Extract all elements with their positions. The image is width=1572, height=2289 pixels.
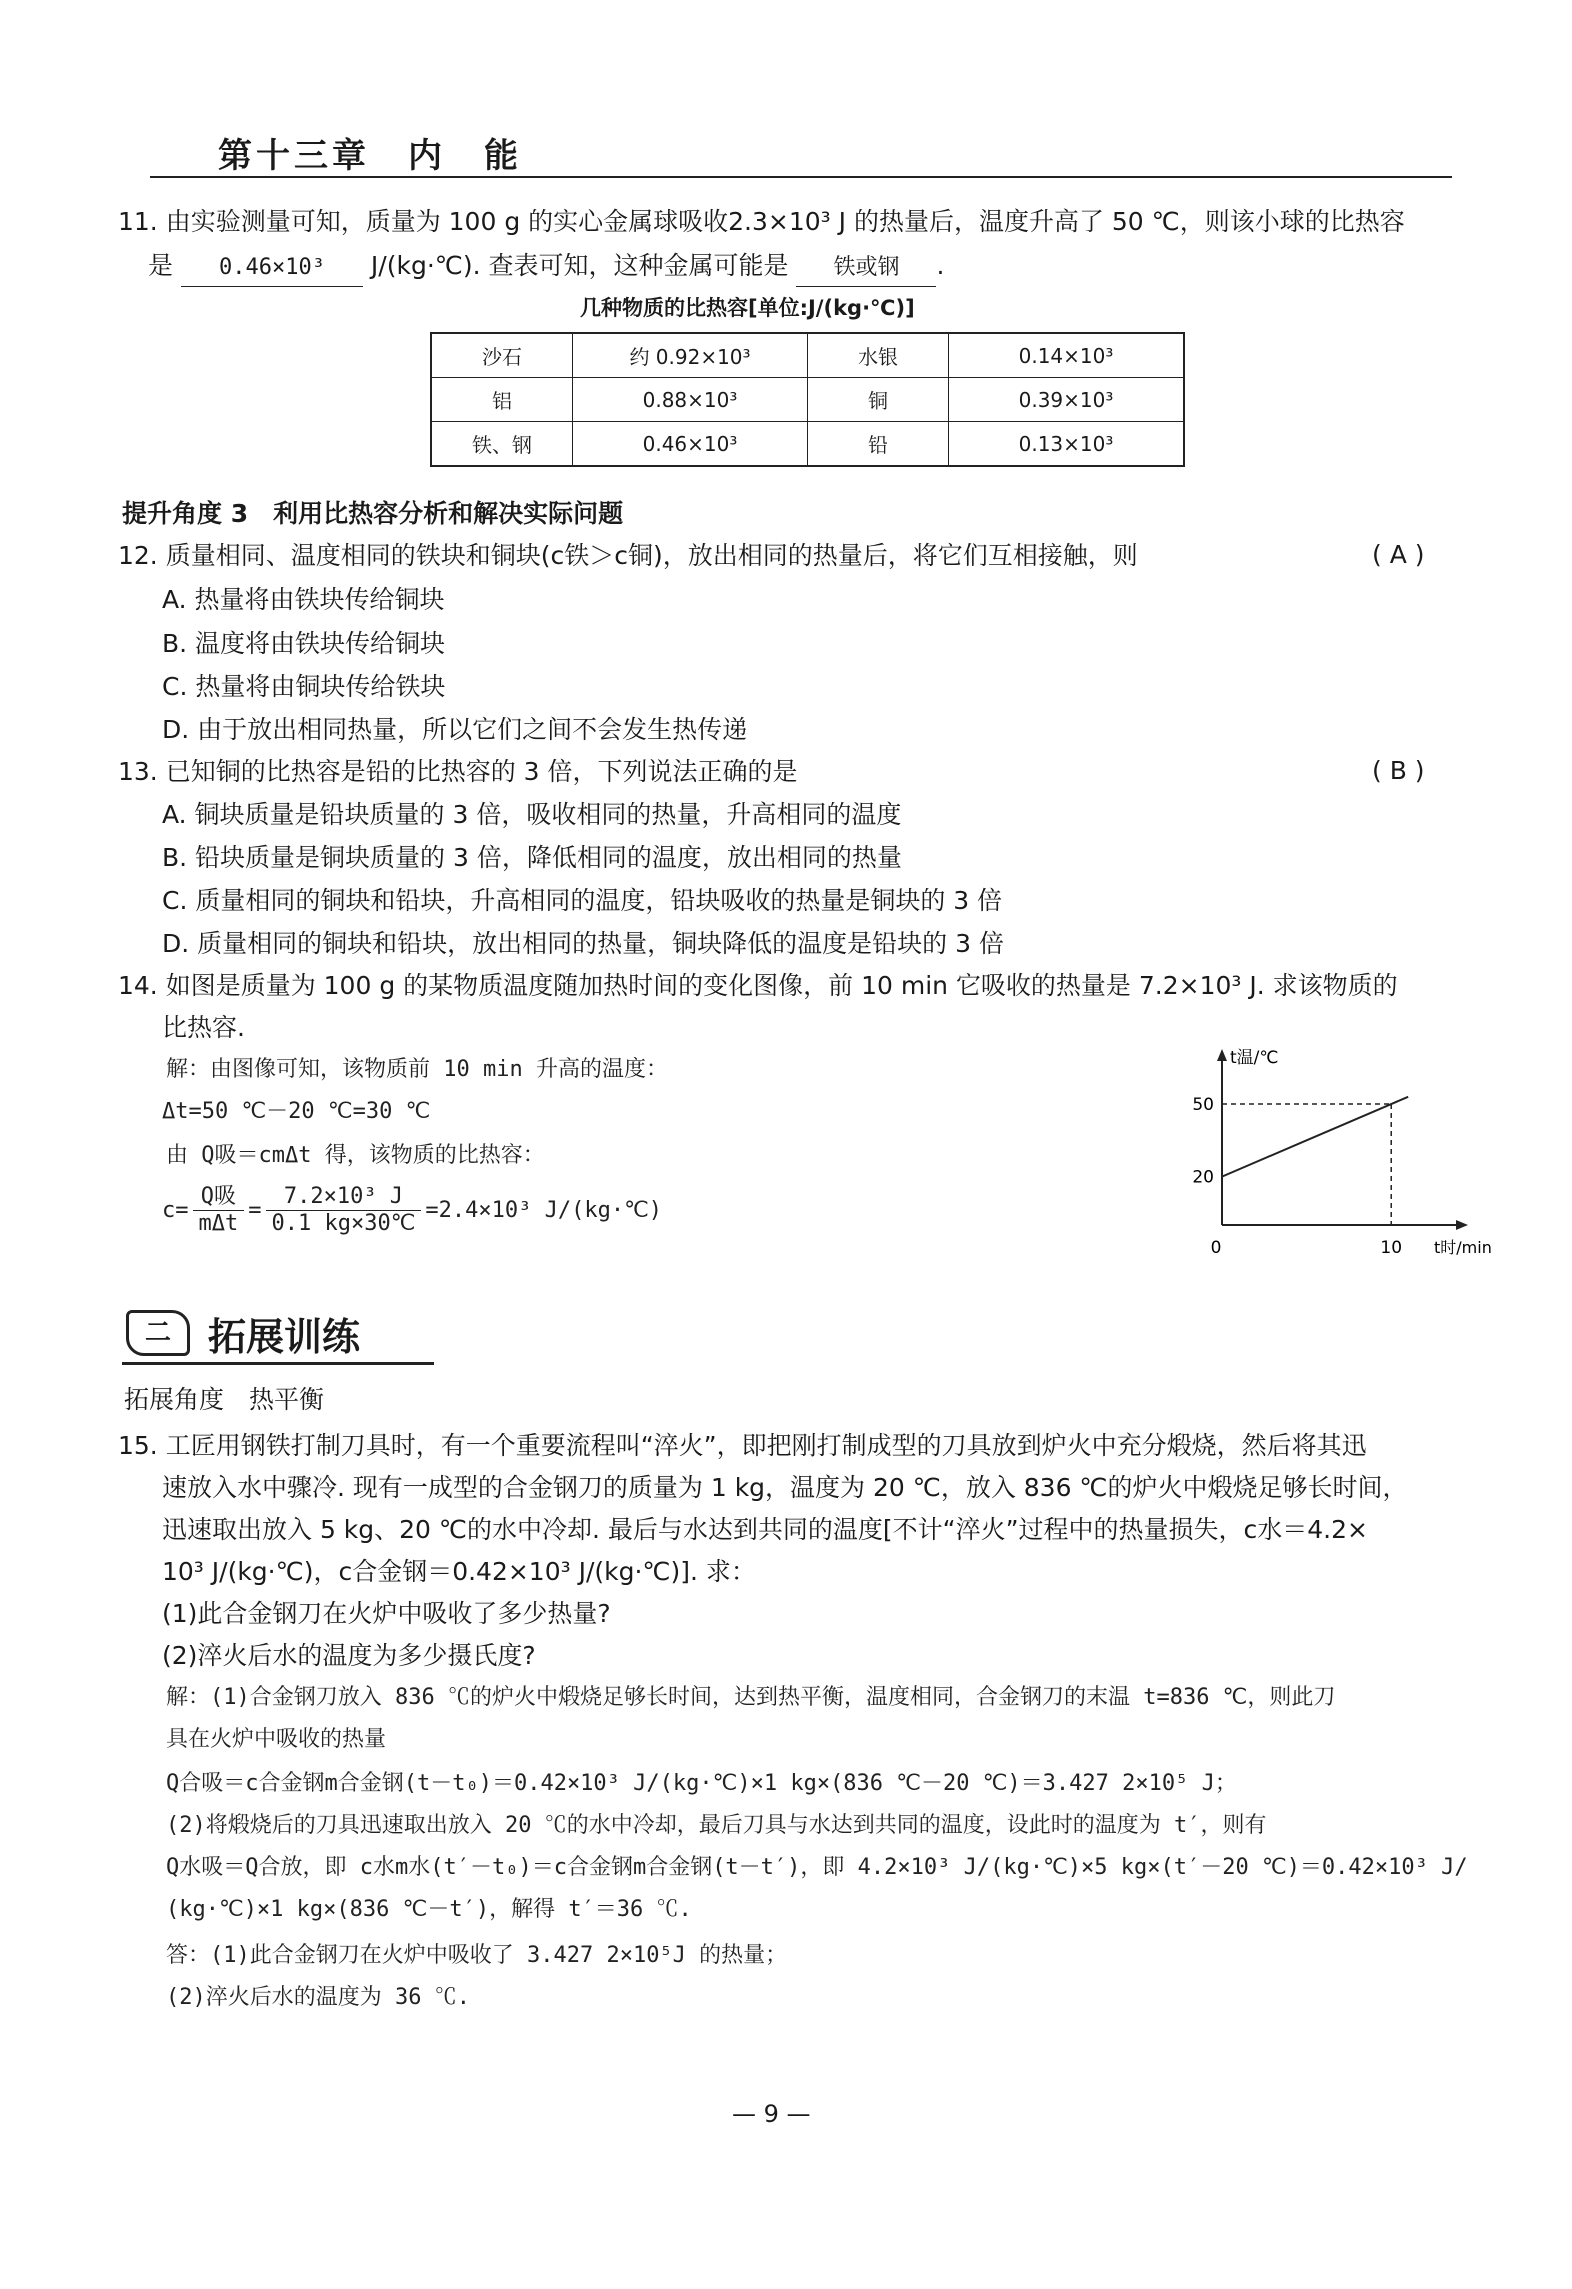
fraction-denominator: mΔt (198, 1211, 239, 1236)
q15-answer-line: 答：(1)此合金钢刀在火炉中吸收了 3.427 2×10⁵J 的热量； (166, 1943, 788, 1968)
table-cell: 0.39×10³ (949, 378, 1185, 422)
q15-solution-line: (2)将煅烧后的刀具迅速取出放入 20 ℃的水中冷却，最后刀具与水达到共同的温度，设此时的温度为 t′，则有 (166, 1813, 1267, 1838)
y-tick-label: 20 (1192, 1167, 1214, 1188)
fraction-numerator: Q吸 (193, 1184, 245, 1211)
fraction-numerator: 7.2×10³ J (266, 1184, 422, 1211)
q13-stem: 13. 已知铜的比热容是铅的比热容的 3 倍，下列说法正确的是 (118, 757, 798, 786)
q15-subquestion: (1)此合金钢刀在火炉中吸收了多少热量? (162, 1599, 611, 1628)
q12-option: B. 温度将由铁块传给铜块 (162, 629, 446, 658)
q15-solution-line: 具在火炉中吸收的热量 (166, 1727, 387, 1752)
formula-lhs: c= (162, 1198, 189, 1223)
table-cell: 0.14×10³ (949, 333, 1185, 378)
q15-stem: 速放入水中骤冷. 现有一成型的合金钢刀的质量为 1 kg，温度为 20 ℃，放入 836 ℃的炉火中煅烧足够长时间， (162, 1473, 1408, 1502)
table-cell: 0.46×10³ (573, 422, 808, 467)
table-cell: 铅 (808, 422, 949, 467)
q12-option: A. 热量将由铁块传给铜块 (162, 585, 445, 614)
q11-blank-metal: 铁或钢 (796, 250, 936, 287)
specific-heat-table (430, 332, 1185, 467)
q14-stem: 14. 如图是质量为 100 g 的某物质温度随加热时间的变化图像，前 10 min 它吸收的热量是 7.2×10³ J. 求该物质的 (118, 971, 1398, 1000)
x-tick-label: 10 (1380, 1238, 1403, 1258)
section-title-underline (122, 1362, 434, 1365)
q11-blank-specific-heat: 0.46×10³ (181, 250, 363, 287)
q12-option: C. 热量将由铜块传给铁块 (162, 672, 446, 701)
q13-option: D. 质量相同的铜块和铅块，放出相同的热量，铜块降低的温度是铅块的 3 倍 (162, 929, 1004, 958)
section-badge (126, 1310, 190, 1356)
table-cell: 沙石 (431, 333, 573, 378)
q12-option: D. 由于放出相同热量，所以它们之间不会发生热传递 (162, 715, 748, 744)
q15-stem: 15. 工匠用钢铁打制刀具时，有一个重要流程叫“淬火”，即把刚打制成型的刀具放到炉火中充分煅烧，然后将其迅 (118, 1431, 1367, 1460)
q12-stem: 12. 质量相同、温度相同的铁块和铜块(c铁＞c铜)，放出相同的热量后，将它们互相接触，则 (118, 541, 1138, 570)
chapter-title: 第十三章 内 能 (218, 136, 522, 176)
section-heading: 提升角度 3 利用比热容分析和解决实际问题 (122, 499, 624, 528)
q15-solution-line: (kg·℃)×1 kg×(836 ℃－t′)，解得 t′＝36 ℃. (166, 1897, 692, 1922)
q12-answer: ( A ) (1372, 540, 1425, 569)
table-cell: 铜 (808, 378, 949, 422)
q14-solution-line: 解：由图像可知，该物质前 10 min 升高的温度： (166, 1057, 668, 1082)
series-line (1222, 1097, 1408, 1177)
q11-line2 (148, 248, 944, 287)
formula-equals: = (248, 1198, 262, 1223)
q15-subquestion: (2)淬火后水的温度为多少摄氏度? (162, 1641, 536, 1670)
table-cell: 0.13×10³ (949, 422, 1185, 467)
section-badge-number: 二 (144, 1318, 171, 1348)
formula-result: =2.4×10³ J/(kg·℃) (425, 1198, 663, 1223)
q13-option: A. 铜块质量是铅块质量的 3 倍，吸收相同的热量，升高相同的温度 (162, 800, 902, 829)
formula-fraction (193, 1184, 245, 1237)
table-cell: 铝 (431, 378, 573, 422)
q11-prefix: 是 (148, 251, 174, 280)
table-cell: 0.88×10³ (573, 378, 808, 422)
table-cell: 水银 (808, 333, 949, 378)
q11-end: . (936, 251, 945, 280)
q15-stem: 10³ J/(kg·℃)，c合金钢＝0.42×10³ J/(kg·℃)]. 求： (162, 1557, 756, 1586)
table-row (431, 378, 1184, 422)
q15-answer-line: (2)淬火后水的温度为 36 ℃. (166, 1985, 470, 2010)
q15-stem: 迅速取出放入 5 kg、20 ℃的水中冷却. 最后与水达到共同的温度[不计“淬火”过程中的热量损失，c水＝4.2× (162, 1515, 1368, 1544)
q14-formula (162, 1184, 662, 1237)
q14-solution-line: 由 Q吸＝cmΔt 得，该物质的比热容： (166, 1143, 545, 1168)
q15-solution-line: Q合吸＝c合金钢m合金钢(t－t₀)＝0.42×10³ J/(kg·℃)×1 kg×(836 ℃－20 ℃)＝3.427 2×10⁵ J； (166, 1771, 1237, 1796)
q14-solution-line: Δt=50 ℃－20 ℃=30 ℃ (162, 1099, 431, 1124)
y-axis-arrow (1217, 1049, 1227, 1061)
q11-line1: 11. 由实验测量可知，质量为 100 g 的实心金属球吸收2.3×10³ J 的热量后，温度升高了 50 ℃，则该小球的比热容 (118, 207, 1405, 236)
table-cell: 铁、钢 (431, 422, 573, 467)
page-number: — 9 — (732, 2100, 811, 2128)
q13-answer: ( B ) (1372, 756, 1425, 785)
x-axis-label: t时/min (1434, 1238, 1492, 1257)
formula-fraction (266, 1184, 422, 1237)
x-tick-label: 0 (1210, 1238, 1222, 1258)
q14-stem-cont: 比热容. (162, 1013, 245, 1042)
q13-option: C. 质量相同的铜块和铅块，升高相同的温度，铅块吸收的热量是铜块的 3 倍 (162, 886, 1003, 915)
table-caption: 几种物质的比热容[单位:J/(kg·℃)] (580, 296, 915, 320)
table-cell: 约 0.92×10³ (573, 333, 808, 378)
table-row (431, 333, 1184, 378)
table-row (431, 422, 1184, 467)
y-tick-label: 50 (1192, 1095, 1214, 1116)
header-rule (150, 176, 1452, 178)
q11-mid: J/(kg·℃). 查表可知，这种金属可能是 (370, 251, 789, 280)
section-title: 拓展训练 (208, 1315, 361, 1359)
q15-solution-line: 解：(1)合金钢刀放入 836 ℃的炉火中煅烧足够长时间，达到热平衡，温度相同，合金钢刀的末温 t=836 ℃，则此刀 (166, 1685, 1336, 1710)
y-axis-label: t温/℃ (1230, 1048, 1279, 1068)
expand-angle: 拓展角度 热平衡 (124, 1385, 325, 1414)
q13-option: B. 铅块质量是铜块质量的 3 倍，降低相同的温度，放出相同的热量 (162, 843, 902, 872)
fraction-denominator: 0.1 kg×30℃ (271, 1211, 416, 1236)
q15-solution-line: Q水吸＝Q合放，即 c水m水(t′－t₀)＝c合金钢m合金钢(t－t′)，即 4.2×10³ J/(kg·℃)×5 kg×(t′－20 ℃)＝0.42×10³ J/ (166, 1855, 1468, 1880)
temperature-time-chart (1180, 1045, 1492, 1270)
x-axis-arrow (1456, 1220, 1468, 1230)
